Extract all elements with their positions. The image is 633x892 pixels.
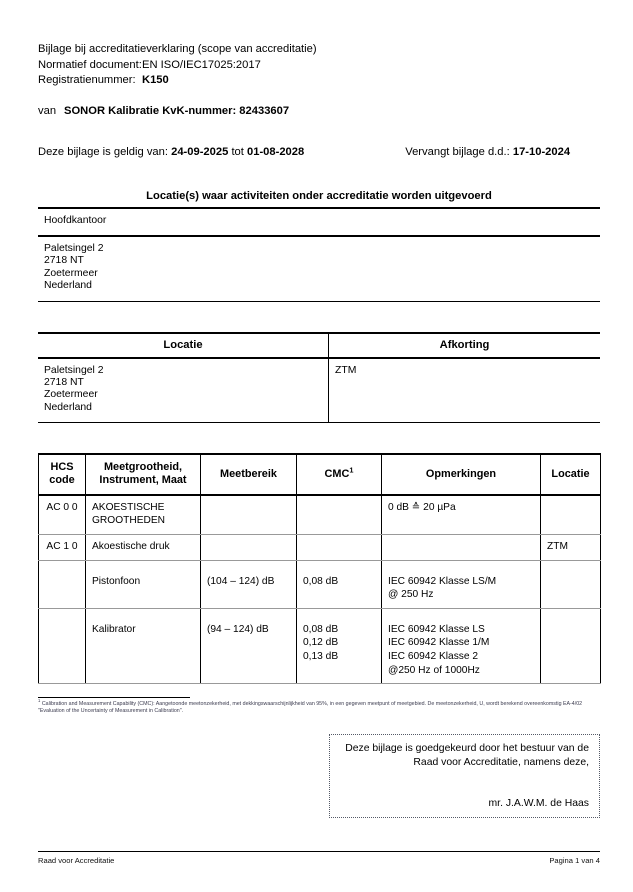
document-header <box>38 42 600 119</box>
location-cell <box>38 359 328 423</box>
cell-hcs-code: AC 0 0 <box>39 495 86 535</box>
footnote-text: Calibration and Measurement Capability (CMC): Aangetoonde meetonzekerheid, met dekkingswaarschijnlijkheid van 95%, in een gegeven meetpunt of meetgebied. De meetonzekerheid, U, wordt berekend overeenkomstig EA-4/02 "Evaluation of the Uncertainty of Measurement in Calibration". <box>38 701 583 715</box>
cell-hcs-code: AC 1 0 <box>39 535 86 561</box>
approval-signatory: mr. J.A.W.M. de Haas <box>488 798 589 809</box>
registration-number-line <box>38 73 600 89</box>
registration-number-value: K150 <box>142 74 169 87</box>
document-content <box>38 42 600 716</box>
validity-prefix: Deze bijlage is geldig van: <box>38 146 168 159</box>
approval-statement-line2: Raad voor Accreditatie, namens deze, <box>413 756 589 768</box>
scope-table-wrapper <box>38 453 600 684</box>
location-abbreviation-table <box>38 332 600 424</box>
normative-document-line <box>38 58 600 74</box>
cell-opmerkingen: IEC 60942 Klasse LS IEC 60942 Klasse 1/M IEC 60942 Klasse 2 @250 Hz of 1000Hz <box>382 608 541 683</box>
table-row <box>39 608 601 683</box>
scope-table-body <box>39 495 601 684</box>
cell-cmc <box>297 535 382 561</box>
address-line: Zoetermeer <box>44 389 98 401</box>
cell-locatie <box>541 560 601 608</box>
column-header-meetbereik: Meetbereik <box>201 454 297 495</box>
cell-opmerkingen: IEC 60942 Klasse LS/M @ 250 Hz <box>382 560 541 608</box>
location-table-header-row <box>38 334 600 357</box>
address-line: Nederland <box>44 401 92 413</box>
page-footer <box>38 851 600 866</box>
table-row <box>39 560 601 608</box>
cell-meetgrootheid: Pistonfoon <box>86 560 201 608</box>
cell-meetbereik <box>201 495 297 535</box>
footnote-block <box>38 697 600 715</box>
footnote-marker: 1 <box>38 698 41 704</box>
cell-hcs-code <box>39 560 86 608</box>
column-header-opmerkingen: Opmerkingen <box>382 454 541 495</box>
validity-middle-word: tot <box>231 146 244 159</box>
cell-cmc <box>297 495 382 535</box>
van-label: van <box>38 104 57 117</box>
column-header-afkorting: Afkorting <box>328 334 600 357</box>
cell-meetbereik <box>201 535 297 561</box>
approval-box <box>329 734 600 818</box>
cell-meetgrootheid: Akoestische druk <box>86 535 201 561</box>
normative-document-label: Normatief document: <box>38 58 142 71</box>
cell-locatie <box>541 608 601 683</box>
cell-meetgrootheid: AKOESTISCHE GROOTHEDEN <box>86 495 201 535</box>
column-header-locatie: Locatie <box>163 338 203 351</box>
scope-table-header-row <box>39 454 601 495</box>
cell-meetgrootheid: Kalibrator <box>86 608 201 683</box>
validity-row <box>38 145 600 160</box>
organisation-name: SONOR Kalibratie KvK-nummer: 82433607 <box>64 104 290 117</box>
replaces-date: 17-10-2024 <box>512 146 571 159</box>
page-footer-left: Raad voor Accreditatie <box>38 856 115 865</box>
footnote-separator-rule <box>38 697 190 698</box>
locations-section-title: Locatie(s) waar activiteiten onder accreditatie worden uitgevoerd <box>146 190 492 203</box>
cell-cmc: 0,08 dB 0,12 dB 0,13 dB <box>297 608 382 683</box>
scope-table <box>38 453 601 684</box>
address-line: 2718 NT <box>44 255 84 267</box>
table-row <box>39 535 601 561</box>
head-office-address <box>38 237 600 301</box>
page-footer-row <box>38 852 600 866</box>
locations-bottom-rule <box>38 301 600 302</box>
address-line: Zoetermeer <box>44 267 98 279</box>
validity-from-date: 24-09-2025 <box>171 146 229 159</box>
column-header-cmc: CMC$^1$ <box>297 454 382 495</box>
validity-to-date: 01-08-2028 <box>247 146 305 159</box>
table-row <box>39 495 601 535</box>
locations-section <box>38 190 600 301</box>
cell-meetbereik: (104 – 124) dB <box>201 560 297 608</box>
approval-statement <box>340 742 589 769</box>
column-header-locatie: Locatie <box>541 454 601 495</box>
cell-cmc: 0,08 dB <box>297 560 382 608</box>
location-table-bottom-rule <box>38 422 600 423</box>
replaces-label: Vervangt bijlage d.d.: <box>405 146 510 159</box>
cell-locatie <box>541 495 601 535</box>
cell-meetbereik: (94 – 124) dB <box>201 608 297 683</box>
cell-hcs-code <box>39 608 86 683</box>
head-office-label: Hoofdkantoor <box>44 215 107 227</box>
column-header-meetgrootheid: Meetgrootheid, Instrument, Maat <box>86 454 201 495</box>
address-line: Paletsingel 2 <box>44 242 104 254</box>
address-line: Paletsingel 2 <box>44 364 104 376</box>
abbreviation-cell: ZTM <box>328 359 600 423</box>
address-line: 2718 NT <box>44 377 84 388</box>
cmc-footnote-marker: 1 <box>349 464 354 474</box>
document-title: Bijlage bij accreditatieverklaring (scope van accreditatie) <box>38 43 317 55</box>
column-header-hcs-code: HCS code <box>39 454 86 495</box>
replaces-annex <box>405 145 570 160</box>
cell-locatie: ZTM <box>541 535 601 561</box>
organisation-line <box>38 104 600 120</box>
validity-period <box>38 145 304 160</box>
cell-opmerkingen <box>382 535 541 561</box>
registration-number-label: Registratienummer: <box>38 74 136 87</box>
cell-opmerkingen: 0 dB ≙ 20 µPa <box>382 495 541 535</box>
footnote-text-wrapper <box>38 698 600 715</box>
table-row <box>38 359 600 423</box>
page-number: Pagina 1 van 4 <box>549 856 600 865</box>
address-line: Nederland <box>44 280 92 292</box>
normative-document-value: EN ISO/IEC17025:2017 <box>142 58 261 71</box>
approval-statement-line1: Deze bijlage is goedgekeurd door het bestuur van de <box>345 743 589 754</box>
